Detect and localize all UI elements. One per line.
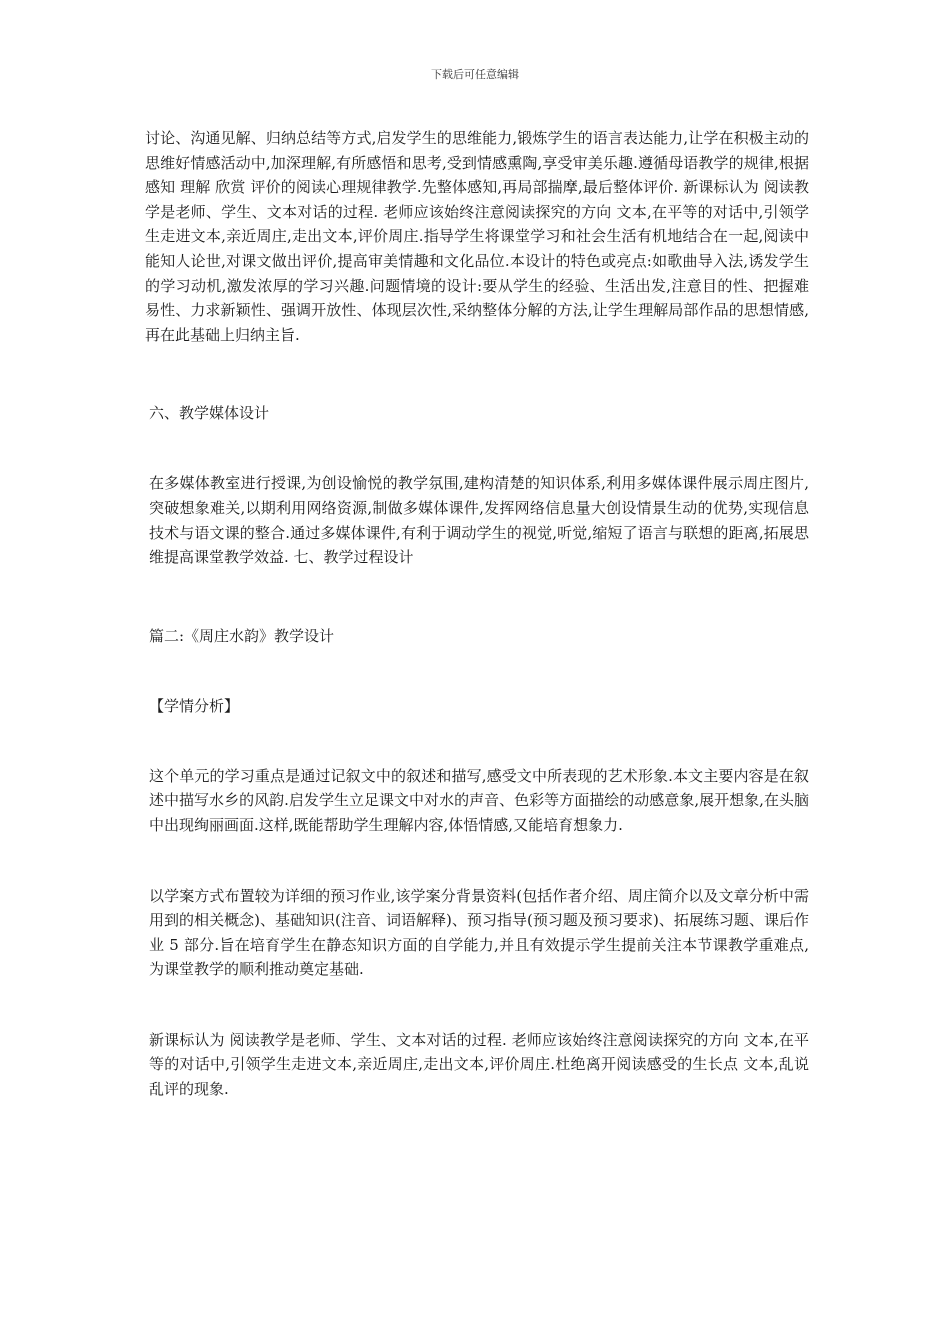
section-heading-media: 六、教学媒体设计: [149, 404, 270, 423]
paragraph-preview-assignment: 以学案方式布置较为详细的预习作业,该学案分背景资料(包括作者介绍、周庄简介以及文章分析中需用到的相关概念)、基础知识(注音、词语解释)、预习指导(预习题及预习要求)、拓展练习题、课后作业 5 部分.旨在培育学生在静态知识方面的自学能力,并且有效提示学生提前关注本节课教学重难点,为课堂教学的顺利推动奠定基础.: [149, 886, 809, 979]
paragraph-curriculum-standard: 新课标认为 阅读教学是老师、学生、文本对话的过程. 老师应该始终注意阅读探究的方向 文本,在平等的对话中,引领学生走进文本,亲近周庄,走出文本,评价周庄.杜绝离开阅读感受的生长点 文本,乱说乱评的现象.: [149, 1030, 809, 1099]
section-heading-analysis: 【学情分析】: [149, 696, 240, 715]
paragraph-unit-focus: 这个单元的学习重点是通过记叙文中的叙述和描写,感受文中所表现的艺术形象.本文主要内容是在叙述中描写水乡的风韵.启发学生立足课文中对水的声音、色彩等方面描绘的动感意象,展开想象,在头脑中出现绚丽画面.这样,既能帮助学生理解内容,体悟情感,又能培育想象力.: [149, 766, 809, 834]
page-header: 下载后可任意编辑: [431, 68, 519, 81]
section-heading-part2: 篇二:《周庄水韵》教学设计: [149, 626, 335, 645]
paragraph-media-design: 在多媒体教室进行授课,为创设愉悦的教学氛围,建构清楚的知识体系,利用多媒体课件展示周庄图片,突破想象难关,以期利用网络资源,制做多媒体课件,发挥网络信息量大创设情景生动的优势,实现信息技术与语文课的整合.通过多媒体课件,有利于调动学生的视觉,听觉,缩短了语言与联想的距离,拓展思维提高课堂教学效益. 七、教学过程设计: [149, 474, 809, 567]
paragraph-teaching-method: 讨论、沟通见解、归纳总结等方式,启发学生的思维能力,锻炼学生的语言表达能力,让学在积极主动的思维好情感活动中,加深理解,有所感悟和思考,受到情感熏陶,享受审美乐趣.遵循母语教学的规律,根据感知 理解 欣赏 评价的阅读心理规律教学.先整体感知,再局部揣摩,最后整体评价. 新课标认为 阅读教学是老师、学生、文本对话的过程. 老师应该始终注意阅读探究的方向 文本,在平等的对话中,引领学生走进文本,亲近周庄,走出文本,评价周庄.指导学生将课堂学习和社会生活有机地结合在一起,阅读中能知人论世,对课文做出评价,提高审美情趣和文化品位.本设计的特色或亮点:如歌曲导入法,诱发学生的学习动机,激发浓厚的学习兴趣.问题情境的设计:要从学生的经验、生活出发,注意目的性、把握难易性、力求新颖性、强调开放性、体现层次性,采纳整体分解的方法,让学生理解局部作品的思想情感,再在此基础上归纳主旨.: [145, 129, 809, 344]
document-body: [145, 126, 809, 1102]
